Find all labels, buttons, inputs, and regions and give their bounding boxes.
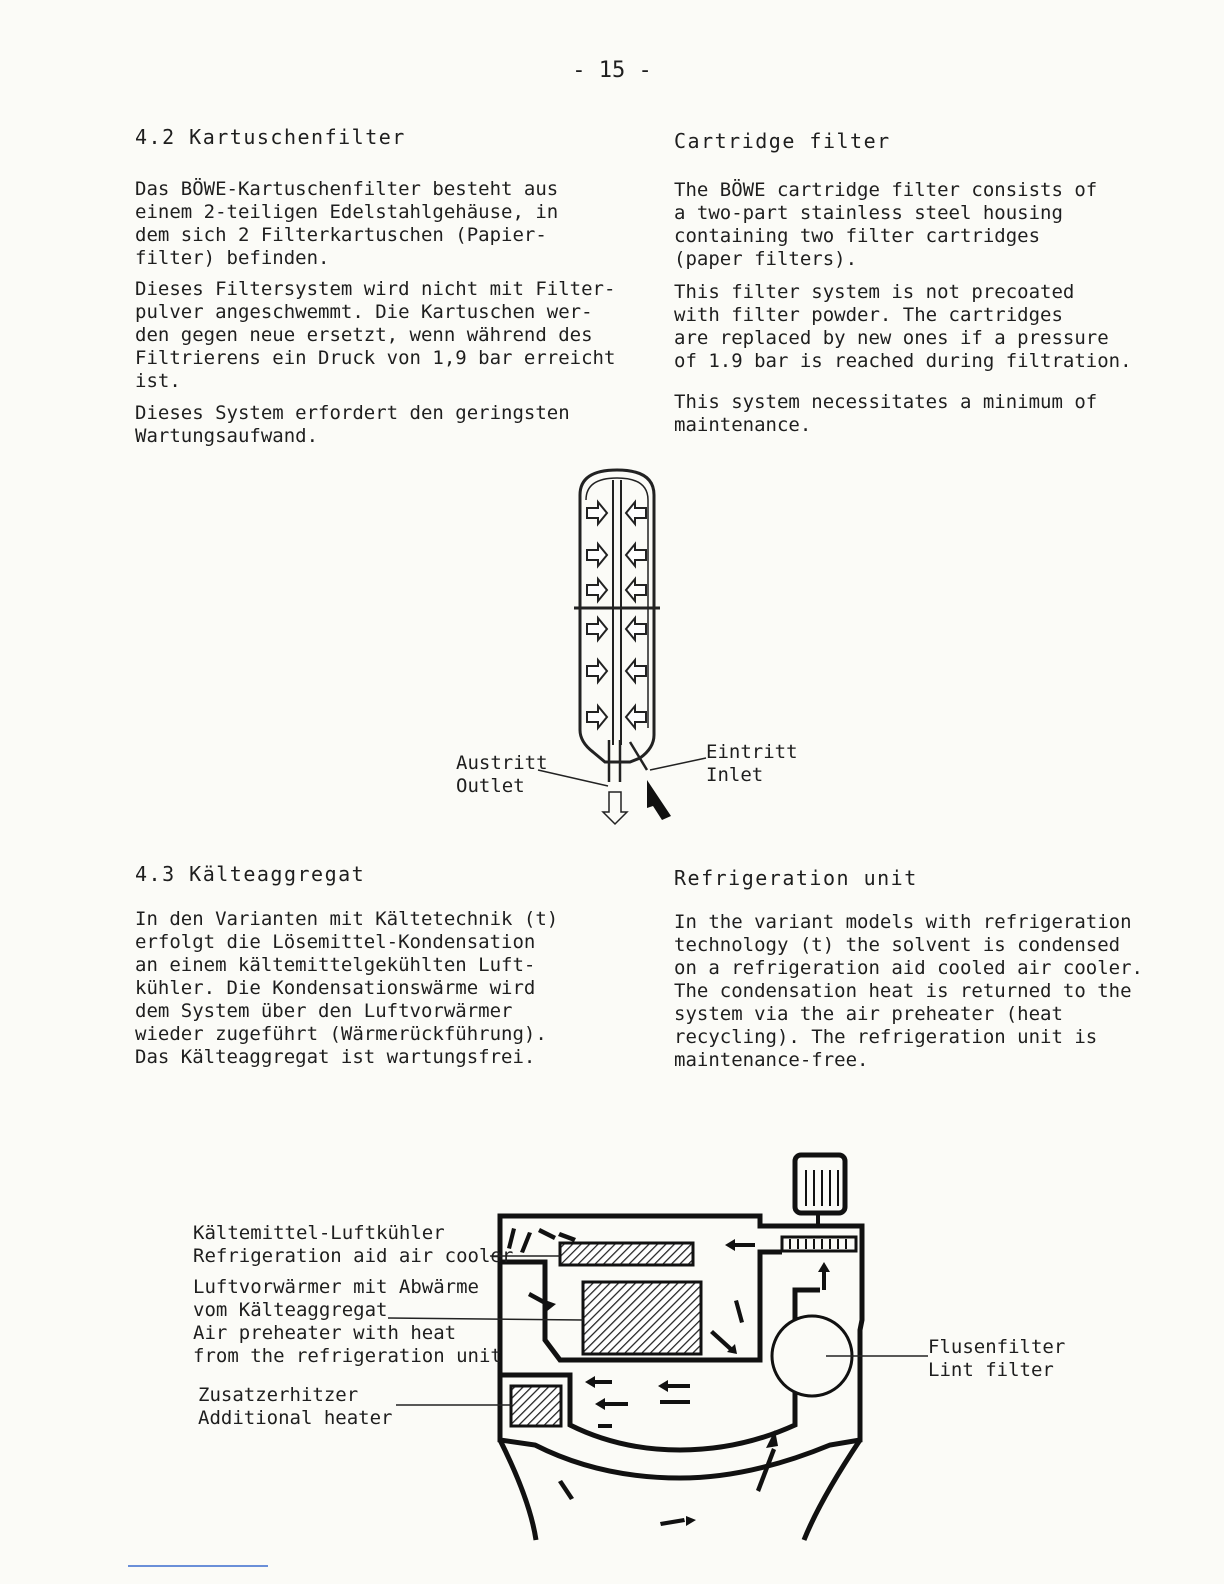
paragraph-en-4: In the variant models with refrigeration technology (t) the solvent is condensed on a refrigeration aid cooled air cooler. The condensation heat is returned to the system via the air preheater (heat recycling). The refrigeration unit is maintenance-free. xyxy=(674,911,1143,1071)
preheater-label: Luftvorwärmer mit Abwärme vom Kälteaggregat Air preheater with heat from the refrigeration unit xyxy=(193,1276,502,1367)
heater-label: Zusatzerhitzer Additional heater xyxy=(198,1384,393,1429)
lint-filter-label: Flusenfilter Lint filter xyxy=(928,1336,1066,1381)
page-number: - 15 - xyxy=(572,58,652,83)
air-cooler-coil xyxy=(560,1243,693,1265)
cooler-label: Kältemittel-Luftkühler Refrigeration aid air cooler xyxy=(193,1222,514,1267)
paragraph-en-3: This system necessitates a minimum of maintenance. xyxy=(674,391,1098,436)
inlet-label: Eintritt Inlet xyxy=(706,741,798,786)
heading-refrigeration-unit: Refrigeration unit xyxy=(674,866,918,890)
heading-cartridge-filter: Cartridge filter xyxy=(674,129,891,153)
paragraph-de-2: Dieses Filtersystem wird nicht mit Filter- pulver angeschwemmt. Die Kartuschen wer- den gegen neue ersetzt, wenn während des Filtrierens ein Druck von 1,9 bar erreicht ist. xyxy=(135,278,616,392)
additional-heater-coil xyxy=(511,1386,561,1426)
paragraph-de-4: In den Varianten mit Kältetechnik (t) erfolgt die Lösemittel-Kondensation an einem kältemittelgekühlten Luft- kühler. Die Kondensationswärme wird dem System über den Luftvorwärmer wieder zugeführt (Wärmerückführung). Das Kälteaggregat ist wartungsfrei. xyxy=(135,908,559,1068)
paragraph-en-1: The BÖWE cartridge filter consists of a two-part stainless steel housing containing two filter cartridges (paper filters). xyxy=(674,179,1098,270)
heading-kaelteaggregat: 4.3 Kälteaggregat xyxy=(135,862,366,886)
heading-kartuschenfilter: 4.2 Kartuschenfilter xyxy=(135,125,406,149)
paragraph-en-2: This filter system is not precoated with filter powder. The cartridges are replaced by new ones if a pressure of 1.9 bar is reached during filtration. xyxy=(674,281,1132,372)
paragraph-de-3: Dieses System erfordert den geringsten Wartungsaufwand. xyxy=(135,402,570,447)
air-preheater-coil xyxy=(583,1282,701,1354)
paragraph-de-1: Das BÖWE-Kartuschenfilter besteht aus einem 2-teiligen Edelstahlgehäuse, in dem sich 2 Filterkartuschen (Papier- filter) befinden. xyxy=(135,178,559,269)
outlet-label: Austritt Outlet xyxy=(456,752,548,797)
scan-edge-mark xyxy=(128,1565,268,1567)
